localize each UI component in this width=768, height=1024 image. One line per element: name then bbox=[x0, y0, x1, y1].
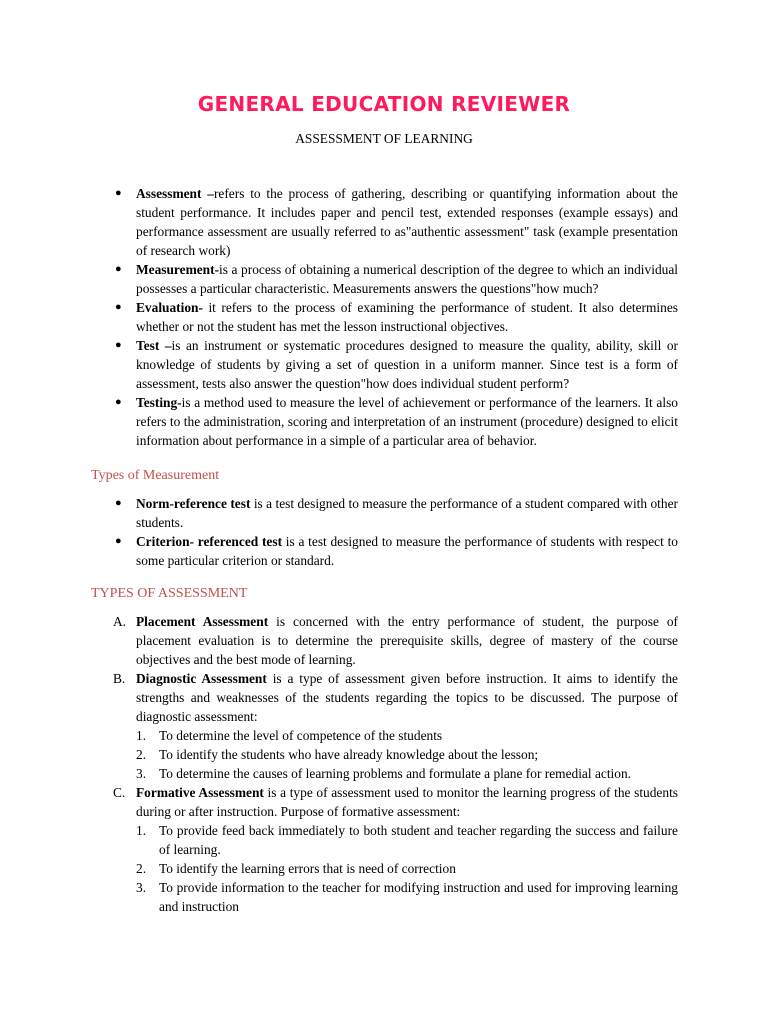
numbered-text: To identify the students who have already knowledge about the lesson; bbox=[159, 747, 539, 762]
list-item bbox=[0, 393, 768, 450]
bullet-icon: ● bbox=[115, 396, 122, 408]
term: Measurement- bbox=[136, 262, 220, 277]
numbered-item bbox=[0, 726, 768, 745]
definition-text: refers to the process of gathering, describing or quantifying information about the student performance. It includes paper and pencil test, extended responses (example essays) and performance assessment are usually referred to as"authentic assessment" task (example presentation of research work) bbox=[136, 186, 678, 258]
lettered-item bbox=[0, 612, 768, 669]
bullet-icon: ● bbox=[115, 187, 122, 199]
list-item bbox=[0, 532, 768, 570]
numbered-item bbox=[0, 764, 768, 783]
term: Formative Assessment bbox=[136, 785, 264, 800]
list-item bbox=[0, 184, 768, 260]
definition-text: is a type of assessment given before instruction. It aims to identify the strengths and weaknesses of the students regarding the topics to be discussed. The purpose of diagnostic assessment: bbox=[136, 671, 678, 724]
bullet-icon: ● bbox=[115, 339, 122, 351]
lettered-item bbox=[0, 783, 768, 821]
definition-text: is a type of assessment used to monitor the learning progress of the students during or after instruction. Purpose of formative assessment: bbox=[136, 785, 679, 819]
definition-text: is a process of obtaining a numerical description of the degree to which an individual possesses a particular characteristic. Measurements answers the questions"how much? bbox=[136, 262, 678, 296]
numbered-text: To provide information to the teacher for modifying instruction and used for improving learning and instruction bbox=[159, 880, 678, 914]
measurement-list bbox=[0, 494, 768, 570]
item-number: 3. bbox=[136, 880, 147, 895]
item-letter: C. bbox=[113, 785, 126, 800]
assessment-types-list bbox=[0, 612, 768, 916]
item-number: 1. bbox=[136, 728, 147, 743]
section-heading-assessment: TYPES OF ASSESSMENT bbox=[91, 586, 248, 601]
bullet-icon: ● bbox=[115, 535, 122, 547]
item-number: 3. bbox=[136, 766, 147, 781]
definition-text: is a test designed to measure the performance of a student compared with other students. bbox=[136, 496, 678, 530]
item-letter: B. bbox=[113, 671, 126, 686]
item-number: 2. bbox=[136, 747, 147, 762]
term: Assessment – bbox=[136, 186, 214, 201]
definitions-list bbox=[0, 184, 768, 450]
numbered-text: To provide feed back immediately to both student and teacher regarding the success and failure of learning. bbox=[159, 823, 678, 857]
lettered-item bbox=[0, 669, 768, 726]
list-item bbox=[0, 336, 768, 393]
definition-text: is concerned with the entry performance of student, the purpose of placement evaluation is to determine the prerequisite skills, degree of mastery of the course objectives and the best mode of learning. bbox=[136, 614, 678, 667]
list-item bbox=[0, 260, 768, 298]
term: Diagnostic Assessment bbox=[136, 671, 267, 686]
item-number: 2. bbox=[136, 861, 147, 876]
list-item bbox=[0, 494, 768, 532]
bullet-icon: ● bbox=[115, 301, 122, 313]
term: Evaluation- bbox=[136, 300, 203, 315]
section-heading-measurement: Types of Measurement bbox=[91, 468, 220, 483]
term: Testing- bbox=[136, 395, 182, 410]
numbered-text: To determine the causes of learning problems and formulate a plane for remedial action. bbox=[159, 766, 632, 781]
list-item bbox=[0, 298, 768, 336]
definition-text: is a method used to measure the level of achievement or performance of the learners. It also refers to the administration, scoring and interpretation of an instrument (procedure) designed to elicit information about performance in a simple of a particular area of behavior. bbox=[136, 395, 678, 448]
document-title: GENERAL EDUCATION REVIEWER bbox=[197, 92, 571, 116]
bullet-icon: ● bbox=[115, 497, 122, 509]
item-letter: A. bbox=[113, 614, 127, 629]
definition-text: it refers to the process of examining the performance of student. It also determines whether or not the student has met the lesson instructional objectives. bbox=[136, 300, 678, 334]
definition-text: is a test designed to measure the performance of students with respect to some particular criterion or standard. bbox=[136, 534, 678, 568]
term: Test – bbox=[136, 338, 172, 353]
numbered-item bbox=[0, 745, 768, 764]
numbered-text: To identify the learning errors that is need of correction bbox=[159, 861, 456, 876]
definition-text: is an instrument or systematic procedures designed to measure the quality, ability, skill or knowledge of students by giving a set of question in a uniform manner. Since test is a form of assessment, tests also answer the question"how does individual student perform? bbox=[136, 338, 679, 391]
item-number: 1. bbox=[136, 823, 147, 838]
term: Placement Assessment bbox=[136, 614, 269, 629]
document-subtitle: ASSESSMENT OF LEARNING bbox=[295, 131, 473, 146]
bullet-icon: ● bbox=[115, 263, 122, 275]
numbered-item bbox=[0, 878, 768, 916]
numbered-item bbox=[0, 859, 768, 878]
term: Criterion- referenced test bbox=[136, 534, 283, 549]
numbered-item bbox=[0, 821, 768, 859]
numbered-text: To determine the level of competence of the students bbox=[159, 728, 443, 743]
term: Norm-reference test bbox=[136, 496, 251, 511]
